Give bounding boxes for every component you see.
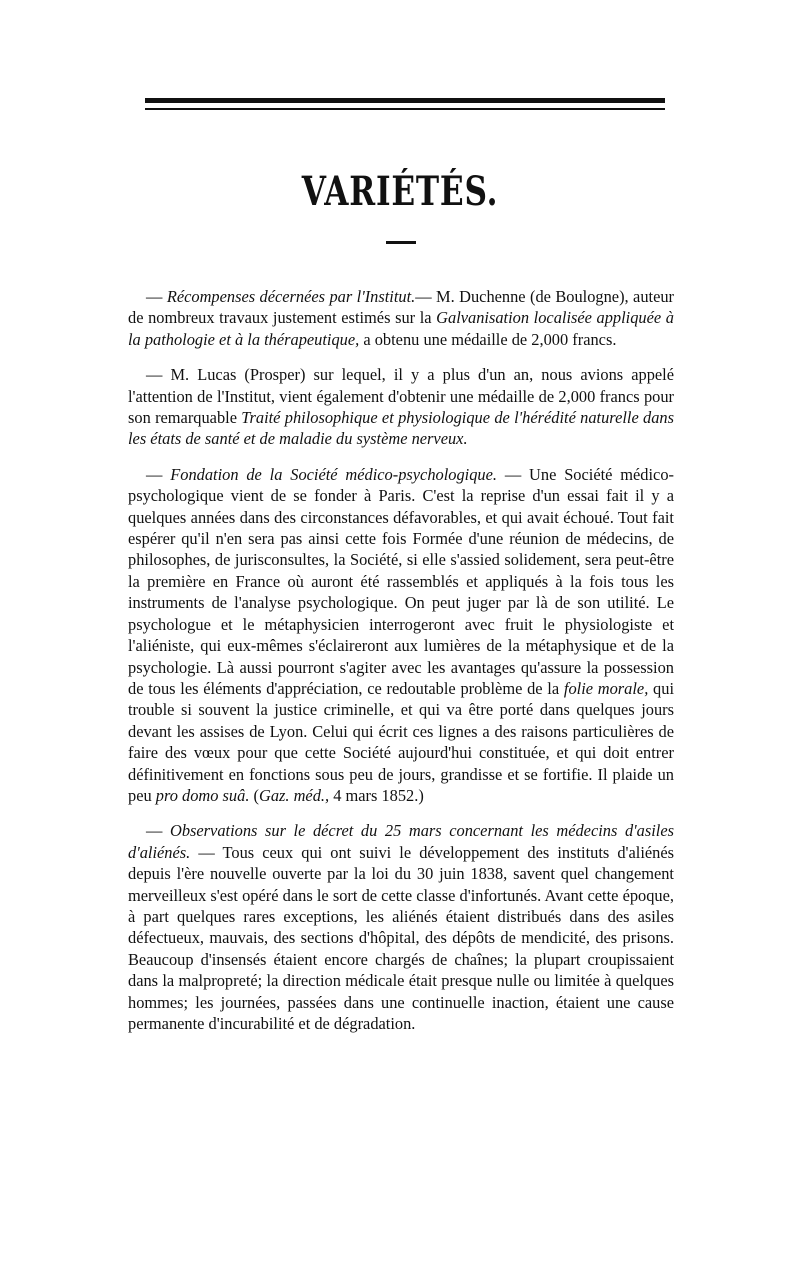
paragraph-1 [128,286,674,350]
paragraph-text: — Une Société médico-psychologique vient de se fonder à Paris. C'est la reprise d'un essai fait il y a quelques années dans des circonstances défavorables, et qui avait échoué. Tout fait espérer qu'il n'en sera pas ainsi cette fois Formée d'une réunion de médecins, de philosophes, de jurisconsultes, la Société, si elle s'assied solidement, sera peut-être la première en France où auront été rassemblés et appliqués à la fois tous les instruments de l'analyse psychologique. On peut juger par là de son utilité. Le psychologue et le métaphysicien interrogeront avec fruit le physiologiste et l'aliéniste, qui eux-mêmes s'éclaireront aux lumières de la métaphysique et de la psychologie. Là aussi pourront s'agiter avec les avantages qu'assure la possession de tous les éléments d'appréciation, ce redoutable problème de la [128,464,674,698]
paragraph-text: qui trouble si souvent la justice criminelle, et qui va être porté dans quelques jours devant les assises de Lyon. Celui qui écrit ces lignes a des raisons particulières de faire des vœux pour que cette Société aujourd'hui constituée, et qui doit entrer définitivement en fonctions sous peu de jours, grandisse et se fortifie. Il plaide un peu [128,678,675,805]
section-heading: Fondation de la Société médico-psychologique. [170,464,497,484]
page-title: VARIÉTÉS. [301,168,499,215]
italic-phrase: pro domo suâ. [155,785,250,805]
paragraph-4 [128,820,674,1034]
italic-title: Traité philosophique et physiologique de l'hérédité naturelle dans les états de santé et de maladie du système nerveux. [128,408,674,449]
paragraph-text: — Tous ceux qui ont suivi le développement des instituts d'aliénés depuis l'ère nouvelle ouverte par la loi du 30 juin 1838, savent quel changement merveilleux s'est opéré dans le sort de cette classe d'infortunés. Avant cette époque, à part quelques rares exceptions, les aliénés étaient distribués dans des asiles défectueux, mauvais, des sections d'hôpital, des dépôts de mendicité, des prisons. Beaucoup d'insensés étaient encore chargés de chaînes; la plupart croupissaient dans la malpropreté; la direction médicale était presque nulle ou limitée à quelques hommes; les journées, passées dans une continuelle inaction, étaient une cause permanente d'incurabilité et de dégradation. [128,842,674,1033]
italic-title: Galvanisation localisée appliquée à la pathologie et à la thérapeutique, [128,308,674,349]
title-dash [386,241,416,244]
section-heading: Observations sur le décret du 25 mars concernant les médecins d'asiles d'aliénés. [128,821,674,862]
lead-dash: — [146,821,170,841]
paragraph-2 [128,364,674,450]
paragraph-3 [128,464,674,807]
header-rule-thin [145,108,665,110]
paragraph-text: — M. Lucas (Prosper) sur lequel, il y a plus d'un an, nous avions appelé l'attention de l'Institut, vient également d'obtenir une médaille de 2,000 francs pour son remarquable [128,365,674,428]
citation-date: 4 mars 1852.) [329,785,424,805]
lead-dash: — [146,464,171,484]
paragraph-text: — M. Duchenne (de Boulogne), auteur de nombreux travaux justement estimés sur la [128,287,674,328]
paragraph-text: ( [249,785,259,805]
header-rule-thick [145,98,665,103]
citation-source: Gaz. méd., [258,785,330,805]
italic-phrase: folie morale, [563,678,649,698]
article-body [128,286,674,1048]
lead-dash: — [146,287,167,306]
section-heading: Récompenses décernées par l'Institut. [166,287,416,306]
paragraph-text: a obtenu une médaille de 2,000 francs. [359,329,617,349]
